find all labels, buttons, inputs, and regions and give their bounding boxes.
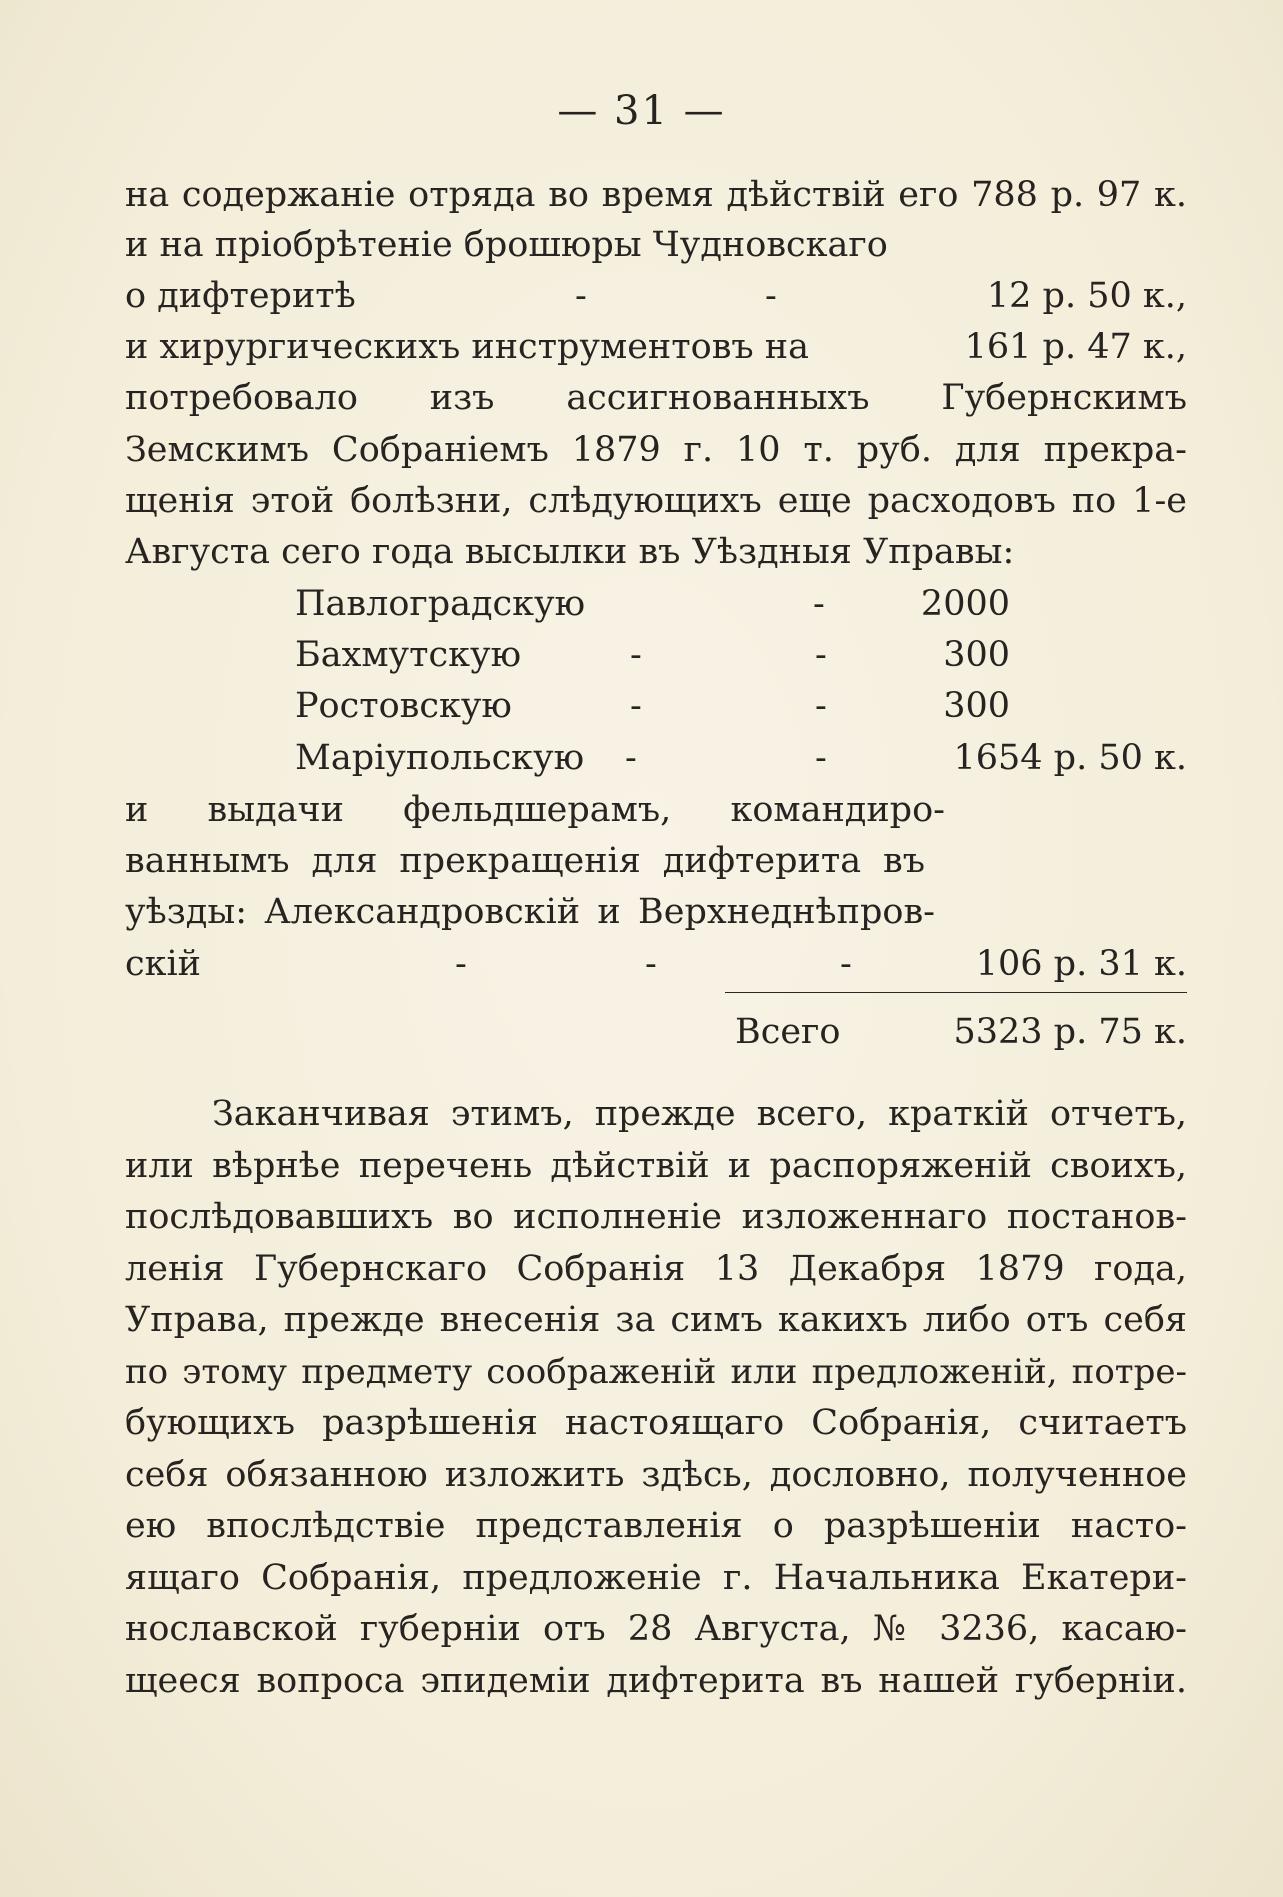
paragraph-line: ленiя Губернскаго Собранiя 13 Декабря 1879 года,	[125, 1249, 1187, 1289]
leader-dash: -	[575, 276, 587, 316]
item-amount: 106 р. 31 к.	[975, 944, 1187, 984]
text-line: потребовало изъ ассигнованныхъ Губернскимъ	[125, 378, 1187, 418]
district-name: Марiупольскую	[295, 738, 585, 778]
leader-dash: -	[815, 738, 827, 778]
text-line: Августа сего года высылки въ Уѣздныя Управы:	[125, 532, 1015, 572]
paragraph-line: по этому предмету соображенiй или предложенiй, потре-	[125, 1352, 1187, 1392]
item-label: и хирургическихъ инструментовъ на	[125, 327, 809, 367]
leader-dash: -	[630, 635, 642, 675]
text-line: на содержанie отряда во время дѣйствiй его 788 р. 97 к.	[125, 175, 1187, 215]
item-label: скiй	[125, 944, 201, 984]
total-amount: 5323 р. 75 к.	[953, 1012, 1187, 1052]
paragraph-line: ящаго Собранiя, предложенiе г. Начальника Екатери-	[125, 1558, 1187, 1598]
leader-dash: -	[765, 276, 777, 316]
paragraph-line: себя обязанною изложить здѣсь, дословно, полученное	[125, 1455, 1187, 1495]
district-amount: 1654 р. 50 к.	[953, 738, 1187, 778]
text-line: и на прiобрѣтенiе брошюры Чудновскаго	[125, 225, 888, 265]
paragraph-line: Заканчивая этимъ, прежде всего, краткiй отчетъ,	[212, 1094, 1187, 1134]
item-amount: 161 р. 47 к.,	[964, 327, 1187, 367]
paragraph-line: нославской губернiи отъ 28 Августа, № 3236, касаю-	[125, 1609, 1187, 1649]
district-name: Бахмутскую	[295, 635, 522, 675]
district-amount: 2000	[920, 584, 1010, 624]
district-name: Павлоградскую	[295, 584, 586, 624]
text-line: уѣзды: Александровскiй и Верхнеднѣпров-	[125, 892, 935, 932]
leader-dash: -	[630, 686, 642, 726]
leader-dash: -	[455, 944, 467, 984]
item-amount: 12 р. 50 к.,	[986, 276, 1187, 316]
leader-dash: -	[625, 738, 637, 778]
paragraph-line: бующихъ разрѣшенiя настоящаго Собранiя, считаетъ	[125, 1403, 1187, 1443]
paragraph-line: щееся вопроса эпидемiи дифтерита въ нашей губернiи.	[125, 1661, 1187, 1701]
text-line: ваннымъ для прекращенiя дифтерита въ	[125, 841, 925, 881]
paragraph-line: ею впослѣдствiе представленiя о разрѣшенiи насто-	[125, 1506, 1187, 1546]
leader-dash: -	[815, 635, 827, 675]
district-name: Ростовскую	[295, 686, 512, 726]
page-number: — 31 —	[557, 88, 726, 134]
text-line: щенiя этой болѣзни, слѣдующихъ еще расходовъ по 1-е	[125, 481, 1187, 521]
leader-dash: -	[840, 944, 852, 984]
text-line: Земскимъ Собранiемъ 1879 г. 10 т. руб. для прекра-	[125, 430, 1187, 470]
leader-dash: -	[645, 944, 657, 984]
district-amount: 300	[943, 635, 1010, 675]
text-line: и выдачи фельдшерамъ, командиро-	[125, 790, 945, 830]
district-amount: 300	[943, 686, 1010, 726]
total-label: Всего	[735, 1012, 841, 1052]
leader-dash: -	[813, 584, 825, 624]
leader-dash: -	[815, 686, 827, 726]
total-rule	[725, 992, 1187, 993]
paragraph-line: послѣдовавшихъ во исполненiе изложеннаго постанов-	[125, 1197, 1187, 1237]
paragraph-line: или вѣрнѣе перечень дѣйствiй и распоряженiй своихъ,	[125, 1146, 1187, 1186]
item-label: о дифтеритѣ	[125, 276, 356, 316]
paragraph-line: Управа, прежде внесенiя за симъ какихъ либо отъ себя	[125, 1300, 1187, 1340]
